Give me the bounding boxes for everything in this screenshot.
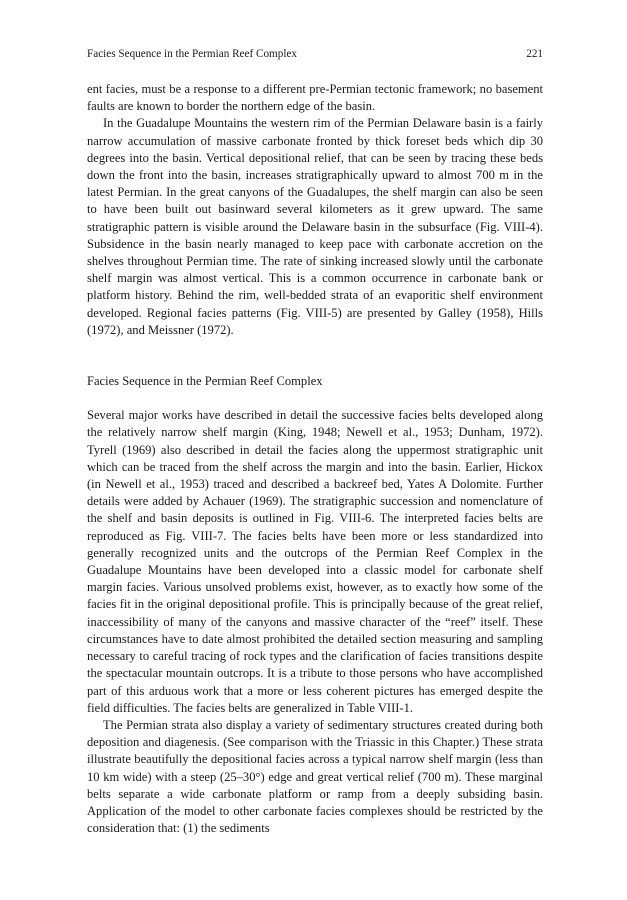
paragraph-major-works: Several major works have described in detail the successive facies belts developed along the relatively narrow shelf margin (King, 1948; Newell et al., 1953; Dunham, 1972). Tyrell (1969) also described in detail the facies along the uppermost stratigraphic unit which can be traced from the shelf across the margin and into the basin. Earlier, Hickox (in Newell et al., 1953) traced and described a backreef bed, Yates A Dolomite. Further details were added by Achauer (1969). The stratigraphic succession and nomenclature of the shelf and basin deposits is outlined in Fig. VIII-6. The interpreted facies belts are reproduced as Fig. VIII-7. The facies belts have been more or less standardized into generally recognized units and the outcrops of the Permian Reef Complex in the Guadalupe Mountains have been developed into a classic model for carbonate shelf margin facies. Various unsolved problems exist, however, as to exactly how some of the facies fit in the original depositional profile. This is principally because of the great relief, inaccessibility of many of the canyons and massive character of the “reef” itself. These circumstances have to date almost prohibited the detailed section measuring and sampling necessary to careful tracing of rock types and the clarification of facies transitions despite the spectacular mountain outcrops. It is a tribute to those persons who have accomplished part of this arduous work that a more or less coherent pictures has emerged despite the field difficulties. The facies belts are generalized in Table VIII-1.	[87, 408, 543, 715]
page-number: 221	[526, 48, 543, 60]
running-title: Facies Sequence in the Permian Reef Complex	[87, 48, 298, 60]
running-header	[87, 48, 543, 64]
paragraph-continued: ent facies, must be a response to a different pre-Permian tectonic framework; no basement faults are known to border the northern edge of the basin.	[87, 82, 543, 114]
book-page	[87, 48, 543, 837]
section-heading: Facies Sequence in the Permian Reef Complex	[87, 374, 323, 389]
paragraph-guadalupe: In the Guadalupe Mountains the western rim of the Permian Delaware basin is a fairly narrow accumulation of massive carbonate fronted by thick foreset beds which dip 30 degrees into the basin. Vertical depositional relief, that can be seen by tracing these beds down the front into the basin, increases stratigraphically upward to almost 700 m in the latest Permian. In the great canyons of the Guadalupes, the shelf margin can also be seen to have been built out basinward several kilometers as it grew upward. The same stratigraphic pattern is visible around the Delaware basin in the subsurface (Fig. VIII-4). Subsidence in the basin nearly managed to keep pace with carbonate accretion on the shelves throughout Permian time. The rate of sinking increased slowly until the carbonate shelf margin was almost vertical. This is a common occurrence in carbonate bank or platform history. Behind the rim, well-bedded strata of an evaporitic shelf environment developed. Regional facies patterns (Fig. VIII-5) are presented by Galley (1958), Hills (1972), and Meissner (1972).	[87, 116, 543, 337]
paragraph-permian-strata: The Permian strata also display a variety of sedimentary structures created during both deposition and diagenesis. (See comparison with the Triassic in this Chapter.) These strata illustrate beautifully the depositional facies across a typical narrow shelf margin (less than 10 km wide) with a steep (25–30°) edge and great vertical relief (700 m). These marginal belts separate a wide carbonate platform or ramp from a deeply subsiding basin. Application of the model to other carbonate facies complexes should be restricted by the consideration that: (1) the sediments	[87, 717, 543, 836]
